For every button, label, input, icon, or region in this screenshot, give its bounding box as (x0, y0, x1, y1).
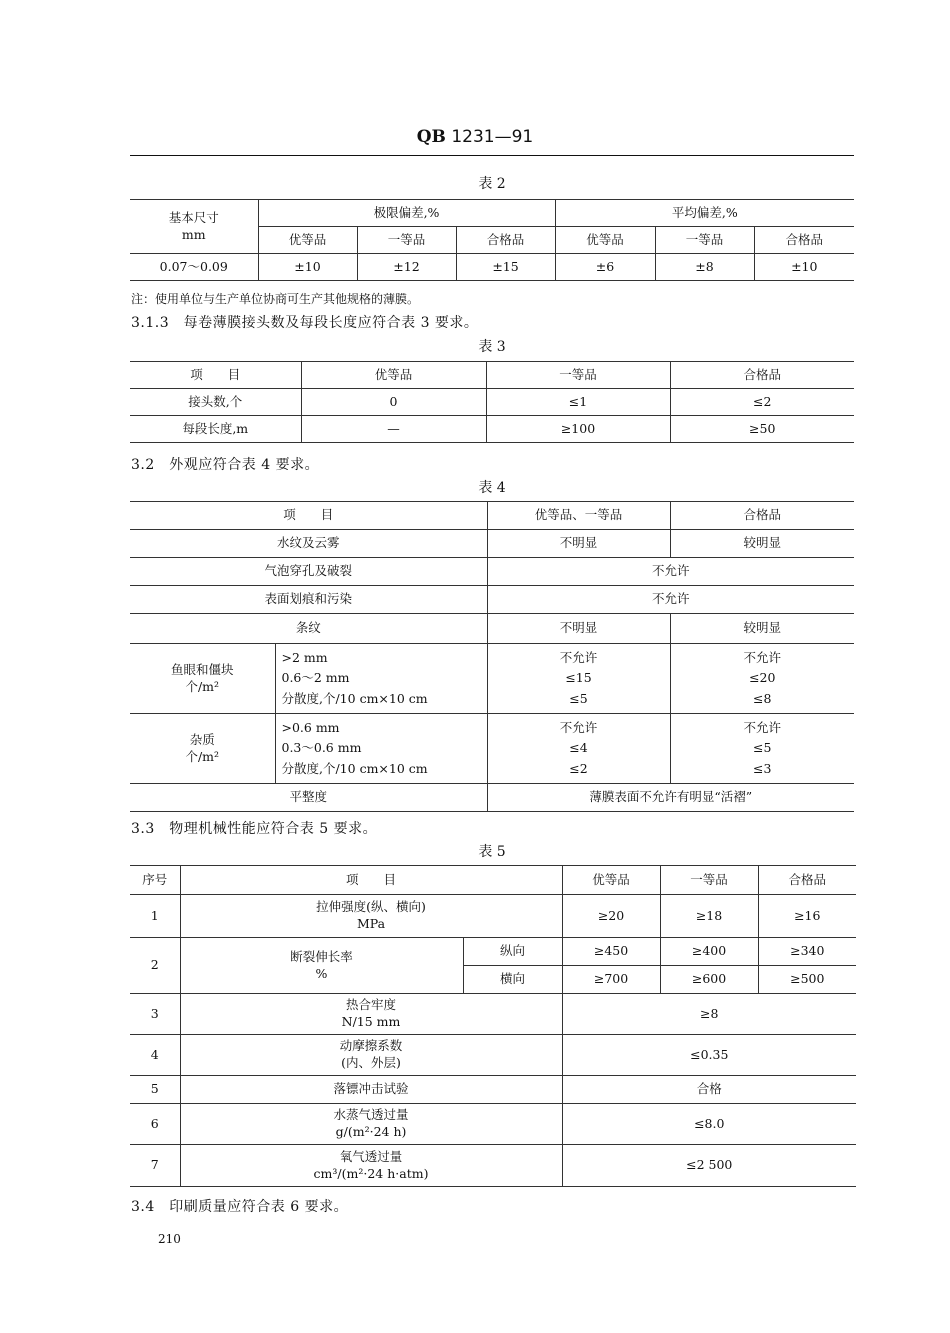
table5-r5-value: 合格 (562, 1076, 856, 1104)
table2-row (130, 254, 854, 281)
table3-header-grade-2: 一等品 (486, 362, 670, 389)
table-row (130, 586, 854, 614)
table4-impurity-g12 (487, 714, 670, 784)
table5-r7-value: ≤2 500 (562, 1145, 856, 1187)
table5-header-no: 序号 (130, 866, 180, 895)
table4-fisheye-sub-1: >2 mm (281, 649, 328, 665)
table2-size-unit: mm (181, 226, 206, 242)
table4-flat-label: 平整度 (130, 784, 487, 812)
table2-avg-grade-2: 一等品 (655, 227, 754, 254)
table5-r2-dir1-g3: ≥340 (758, 938, 856, 966)
table5-r1-no: 1 (130, 895, 180, 938)
table2-size-value: 0.07～0.09 (130, 254, 258, 281)
table5-r2-no: 2 (130, 938, 180, 994)
table4-water-g3: 较明显 (670, 530, 854, 558)
table4-header-item: 项 目 (130, 502, 487, 530)
table5-r3-no: 3 (130, 994, 180, 1035)
table3-joints-g1: 0 (301, 389, 486, 416)
table2-note: 注：使用单位与生产单位协商可生产其他规格的薄膜。 (131, 292, 420, 306)
table4-impurity-g3 (670, 714, 854, 784)
table5-r2-unit: % (315, 965, 328, 981)
table5-r2-dir1-g1: ≥450 (562, 938, 660, 966)
table5-r3-unit: N/15 mm (341, 1014, 401, 1029)
page-number: 210 (158, 1232, 181, 1246)
standard-code: QB (416, 127, 446, 147)
table5-r4-item (180, 1035, 562, 1076)
clause-3-1-3: 3.1.3 每卷薄膜接头数及每段长度应符合表 3 要求。 (131, 315, 479, 331)
table4-fisheye-g12 (487, 644, 670, 714)
table2-caption: 表 2 (478, 176, 506, 192)
table2-limit-grade-3: 合格品 (456, 227, 555, 254)
table5-r1-g3: ≥16 (758, 895, 856, 938)
table3-header-item: 项 目 (130, 362, 301, 389)
table4-impurity-sub-2: 0.3～0.6 mm (281, 740, 362, 756)
table5-r2-item (180, 938, 463, 994)
table5-r7-unit: cm³/(m²·24 h·atm) (313, 1165, 429, 1181)
table2-limit-3: ±15 (456, 254, 555, 281)
table4-impurity-sub-3: 分散度,个/10 cm×10 cm (281, 760, 428, 776)
table2-avg-3: ±10 (754, 254, 854, 281)
table4-fisheye-sub-2: 0.6～2 mm (281, 670, 350, 686)
table4-header-g12: 优等品、一等品 (487, 502, 670, 530)
table5-r2-dir2-g3: ≥500 (758, 966, 856, 994)
table2 (130, 199, 854, 281)
header-rule (130, 155, 854, 156)
table4-impurity-g3-3: ≤3 (753, 760, 772, 776)
table-row (130, 714, 854, 784)
table4-scratch-value: 不允许 (487, 586, 854, 614)
table5-r1-g2: ≥18 (660, 895, 758, 938)
table5-r1-g1: ≥20 (562, 895, 660, 938)
table5-r2-dir2: 横向 (463, 966, 562, 994)
table3-header-grade-1: 优等品 (301, 362, 486, 389)
table5-r7-item (180, 1145, 562, 1187)
table5-r5-no: 5 (130, 1076, 180, 1104)
table5-r4-no: 4 (130, 1035, 180, 1076)
table5-r3-name: 热合牢度 (346, 997, 397, 1013)
table4-stripe-g3: 较明显 (670, 614, 854, 644)
table4-fisheye-sub-3: 分散度,个/10 cm×10 cm (281, 690, 428, 706)
table5 (130, 865, 856, 1187)
table3-caption: 表 3 (478, 339, 506, 355)
table3-joints-g2: ≤1 (486, 389, 670, 416)
table4-fisheye-unit: 个/m² (185, 678, 220, 694)
table4-fisheye-name: 鱼眼和僵块 (170, 661, 234, 677)
table4-impurity-g12-3: ≤2 (569, 760, 588, 776)
table4-stripe-g12: 不明显 (487, 614, 670, 644)
table-row (130, 1104, 856, 1145)
table3 (130, 361, 854, 443)
table5-r6-item (180, 1104, 562, 1145)
table4-fisheye-g3-1: 不允许 (743, 649, 782, 665)
table4-bubble-label: 气泡穿孔及破裂 (130, 558, 487, 586)
table3-length-label: 每段长度,m (130, 416, 301, 443)
table2-avg-header: 平均偏差,% (555, 200, 854, 227)
clause-3-3: 3.3 物理机械性能应符合表 5 要求。 (131, 821, 378, 837)
table-row (130, 389, 854, 416)
table2-avg-grade-1: 优等品 (555, 227, 655, 254)
table2-size-header (130, 200, 258, 254)
table3-length-g2: ≥100 (486, 416, 670, 443)
table5-header-item: 项 目 (180, 866, 562, 895)
table5-r7-name: 氧气透过量 (339, 1148, 403, 1164)
standard-number: 1231—91 (451, 127, 534, 147)
table5-r2-dir2-g1: ≥700 (562, 966, 660, 994)
table4-fisheye-g12-1: 不允许 (559, 649, 598, 665)
table4-impurity-subs (275, 714, 487, 784)
table5-header-grade-3: 合格品 (758, 866, 856, 895)
table5-r1-name: 拉伸强度(纵、横向) (316, 899, 426, 915)
clause-3-2: 3.2 外观应符合表 4 要求。 (131, 457, 320, 473)
table5-r4-name: 动摩擦系数 (339, 1038, 403, 1054)
table4-fisheye-label (130, 644, 275, 714)
table5-r4-unit: (内、外层) (341, 1055, 401, 1070)
table-row (130, 1076, 856, 1104)
table4-impurity-sub-1: >0.6 mm (281, 719, 340, 735)
table3-header-grade-3: 合格品 (670, 362, 854, 389)
table-row (130, 1035, 856, 1076)
table5-header-grade-2: 一等品 (660, 866, 758, 895)
table3-length-g3: ≥50 (670, 416, 854, 443)
table5-r4-value: ≤0.35 (562, 1035, 856, 1076)
page-header (0, 127, 950, 147)
table3-joints-g3: ≤2 (670, 389, 854, 416)
table5-r7-no: 7 (130, 1145, 180, 1187)
table5-r2-dir2-g2: ≥600 (660, 966, 758, 994)
table-row (130, 416, 854, 443)
table2-limit-header: 极限偏差,% (258, 200, 555, 227)
table4-impurity-g3-2: ≤5 (753, 740, 772, 756)
table3-joints-label: 接头数,个 (130, 389, 301, 416)
table5-r6-unit: g/(m²·24 h) (335, 1124, 407, 1139)
table4-impurity-g12-1: 不允许 (559, 719, 598, 735)
table-row (130, 938, 856, 966)
table4-caption: 表 4 (478, 480, 506, 496)
table2-avg-1: ±6 (555, 254, 655, 281)
table-row (130, 994, 856, 1035)
table-row (130, 614, 854, 644)
table5-r6-value: ≤8.0 (562, 1104, 856, 1145)
table4-bubble-value: 不允许 (487, 558, 854, 586)
table-row (130, 784, 854, 812)
table4-fisheye-g3-3: ≤8 (753, 690, 772, 706)
table4-stripe-label: 条纹 (130, 614, 487, 644)
table4-impurity-unit: 个/m² (185, 748, 220, 764)
table5-r2-name: 断裂伸长率 (290, 948, 353, 964)
table4-fisheye-g3 (670, 644, 854, 714)
table4-fisheye-subs (275, 644, 487, 714)
table4-impurity-label (130, 714, 275, 784)
table2-avg-2: ±8 (655, 254, 754, 281)
table5-r5-item: 落镖冲击试验 (180, 1076, 562, 1104)
table-row (130, 530, 854, 558)
table4-impurity-g12-2: ≤4 (569, 740, 588, 756)
table5-r3-item (180, 994, 562, 1035)
table2-avg-grade-3: 合格品 (754, 227, 854, 254)
table-row (130, 1145, 856, 1187)
table4-fisheye-g12-3: ≤5 (569, 690, 588, 706)
table2-limit-grade-1: 优等品 (258, 227, 357, 254)
table5-r1-unit: MPa (356, 916, 386, 931)
table5-r2-dir1-g2: ≥400 (660, 938, 758, 966)
table3-length-g1: — (301, 416, 486, 443)
table4-water-label: 水纹及云雾 (130, 530, 487, 558)
table5-caption: 表 5 (478, 844, 506, 860)
table5-r3-value: ≥8 (562, 994, 856, 1035)
table2-limit-2: ±12 (357, 254, 456, 281)
table2-limit-grade-2: 一等品 (357, 227, 456, 254)
table2-limit-1: ±10 (258, 254, 357, 281)
table-row (130, 644, 854, 714)
table5-r1-item (180, 895, 562, 938)
table4-header-g3: 合格品 (670, 502, 854, 530)
table-row (130, 558, 854, 586)
table4 (130, 501, 854, 812)
table5-r6-no: 6 (130, 1104, 180, 1145)
table5-header-grade-1: 优等品 (562, 866, 660, 895)
table4-fisheye-g12-2: ≤15 (565, 670, 592, 686)
table4-flat-value: 薄膜表面不允许有明显“活褶” (487, 784, 854, 812)
table4-fisheye-g3-2: ≤20 (749, 670, 776, 686)
table-row (130, 895, 856, 938)
table4-impurity-g3-1: 不允许 (743, 719, 782, 735)
table4-scratch-label: 表面划痕和污染 (130, 586, 487, 614)
table5-r6-name: 水蒸气透过量 (333, 1107, 409, 1123)
table4-water-g12: 不明显 (487, 530, 670, 558)
table2-size-label: 基本尺寸 (168, 209, 219, 225)
table5-r2-dir1: 纵向 (463, 938, 562, 966)
table4-impurity-name: 杂质 (189, 731, 215, 747)
clause-3-4: 3.4 印刷质量应符合表 6 要求。 (131, 1199, 349, 1215)
